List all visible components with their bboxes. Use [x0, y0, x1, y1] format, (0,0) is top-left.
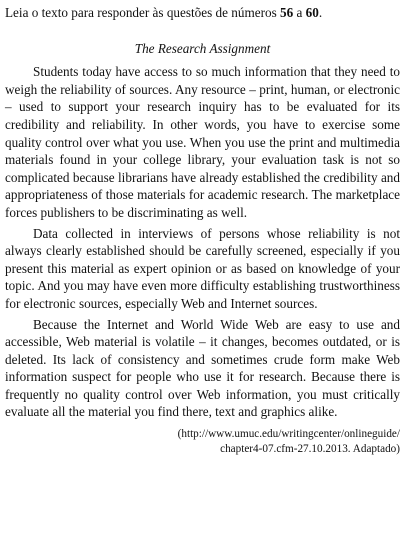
source-citation [5, 427, 400, 457]
source-line-2: chapter4-07.cfm-27.10.2013. Adaptado) [220, 443, 400, 456]
instruction-mid: a [293, 5, 306, 20]
source-line-1: (http://www.umuc.edu/writingcenter/onlineguide/ [177, 428, 400, 441]
article-title: The Research Assignment [134, 40, 271, 56]
instruction-line [5, 4, 400, 22]
article-paragraph-2: Data collected in interviews of persons whose reliability is not always clearly established should be carefully screened, especially if you present this material as expert opinion or as based on knowledge of your topic. And you may have even more difficulty establishing trustworthiness for electronic sources, especially Web and Internet sources. [5, 225, 400, 311]
question-start-number: 56 [280, 5, 294, 20]
instruction-prefix: Leia o texto para responder às questões de números [5, 5, 281, 20]
article-paragraph-1: Students today have access to so much information that they need to weigh the reliability of sources. Any resource – print, human, or electronic – used to support your research inquiry has to be evaluated for its credibility and reliability. In other words, you have to exercise some quality control over what you use. When you use the print and multimedia materials found in your college library, your evaluation task is not so complicated because librarians have already established the credibility and appropriateness of those materials for academic research. The marketplace forces publishers to be discriminating as well. [5, 64, 400, 220]
question-end-number: 60 [305, 5, 319, 20]
instruction-suffix: . [318, 5, 323, 20]
article-paragraph-3: Because the Internet and World Wide Web are easy to use and accessible, Web material is volatile – it changes, becomes outdated, or is deleted. Its lack of consistency and sometimes crude form make Web information suspect for people who use it for research. Because there is frequently no quality control over Web information, you must critically evaluate all the material you find there, text and graphics alike. [5, 316, 400, 420]
